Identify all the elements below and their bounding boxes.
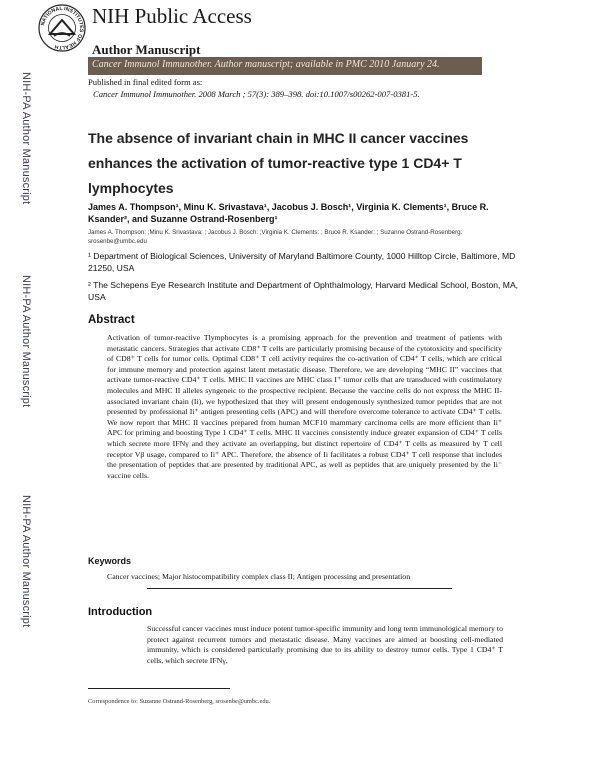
affiliation-2: ² The Schepens Eye Research Institute and Department of Ophthalmology, Harvard Medical School, Boston, MA, USA: [88, 280, 519, 302]
keywords-divider: [147, 588, 452, 589]
abstract-heading: Abstract: [88, 314, 135, 326]
footnote-divider: [88, 688, 230, 689]
published-label: Published in final edited form as:: [88, 77, 203, 87]
citation-text: Cancer Immunol Immunother. 2008 March ; 57(3): 389–398. doi:10.1007/s00262-007-0381-5.: [93, 89, 420, 99]
affiliation-1: ¹ Department of Biological Sciences, University of Maryland Baltimore County, 1000 Hilltop Circle, Baltimore, MD 21250, USA: [88, 251, 516, 273]
svg-text:NATIONAL INSTITUTES OF HEALTH: NATIONAL INSTITUTES OF HEALTH: [40, 5, 85, 51]
author-emails: James A. Thompson: ;Minu K. Srivastava: ; Jacobus J. Bosch: ;Virginia K. Clements: ; Bruce R. Ksander: ; Suzanne Ostrand-Rosenberg: srosenbe@umbc.edu: [88, 229, 463, 245]
correspondence-footnote: Correspondence to: Suzanne Ostrand-Rosenberg, srosenbe@umbc.edu.: [88, 698, 271, 705]
introduction-heading: Introduction: [88, 606, 153, 618]
citation: [93, 89, 420, 99]
author-manuscript-label: Author Manuscript: [92, 42, 201, 57]
keywords-heading: Keywords: [88, 556, 132, 566]
side-label-middle: NIH-PA Author Manuscript: [20, 275, 32, 408]
header-banner-text: Cancer Immunol Immunother. Author manuscript; available in PMC 2010 January 24.: [92, 59, 440, 70]
nih-seal-logo: [38, 4, 86, 52]
nih-public-access-title: NIH Public Access: [92, 4, 252, 28]
side-label-bottom: NIH-PA Author Manuscript: [20, 495, 32, 628]
author-list: James A. Thompson¹, Minu K. Srivastava¹, Jacobus J. Bosch¹, Virginia K. Clements¹, Bruce R. Ksander², and Suzanne Ostrand-Rosenberg¹: [88, 202, 489, 224]
introduction-text: Successful cancer vaccines must induce potent tumor-specific immunity and long term immunological memory to protect against recurrent tumors and metastatic disease. Many vaccines are aimed at boosting cell-mediated immunity, which is considered particularly promising due to its ability to destroy tumor cells. Type 1 CD4⁺ T cells, which secrete IFNγ,: [147, 624, 503, 665]
side-label-top: NIH-PA Author Manuscript: [20, 72, 32, 205]
keywords-text: Cancer vaccines; Major histocompatibility complex class II; Antigen processing and presentation: [107, 572, 411, 581]
abstract-text: Activation of tumor-reactive Tlymphocytes is a promising approach for the prevention and treatment of patients with metastatic cancers. Strategies that activate CD8⁺ T cells are particularly promising because of the cytotoxicity and specificity of CD8⁺ T cells for tumor cells. Optimal CD8⁺ T cell activity requires the co-activation of CD4⁺ T cells, which are critical for immune memory and protection against latent metastatic disease. Therefore, we are developing “MHC II” vaccines that activate tumor-reactive CD4⁺ T cells. MHC II vaccines are MHC class I⁺ tumor cells that are transduced with costimulatory molecules and MHC II alleles syngeneic to the prospective recipient. Because the vaccine cells do not express the MHC II-associated invariant chain (Ii), we hypothesized that they will present endogenously synthesized tumor peptides that are not presented by professional Ii⁺ antigen presenting cells (APC) and will therefore overcome tolerance to activate CD4⁺ T cells. We now report that MHC II vaccines prepared from human MCF10 mammary carcinoma cells are more efficient than Ii⁺ APC for priming and boosting Type 1 CD4⁺ T cells. MHC II vaccines consistently induce greater expansion of CD4⁺ T cells which secrete more IFNγ and they activate an overlapping, but distinct repertoire of CD4⁺ T cells as measured by T cell receptor Vβ usage, compared to Ii⁺ APC. Therefore, the absence of Ii facilitates a robust CD4⁺ T cell response that includes the presentation of peptides that are presented by traditional APC, as well as peptides that are uniquely presented by the Ii⁻ vaccine cells.: [107, 333, 502, 480]
article-title: The absence of invariant chain in MHC II cancer vaccines enhances the activation of tumor-reactive type 1 CD4+ T lymphocytes: [88, 130, 469, 196]
